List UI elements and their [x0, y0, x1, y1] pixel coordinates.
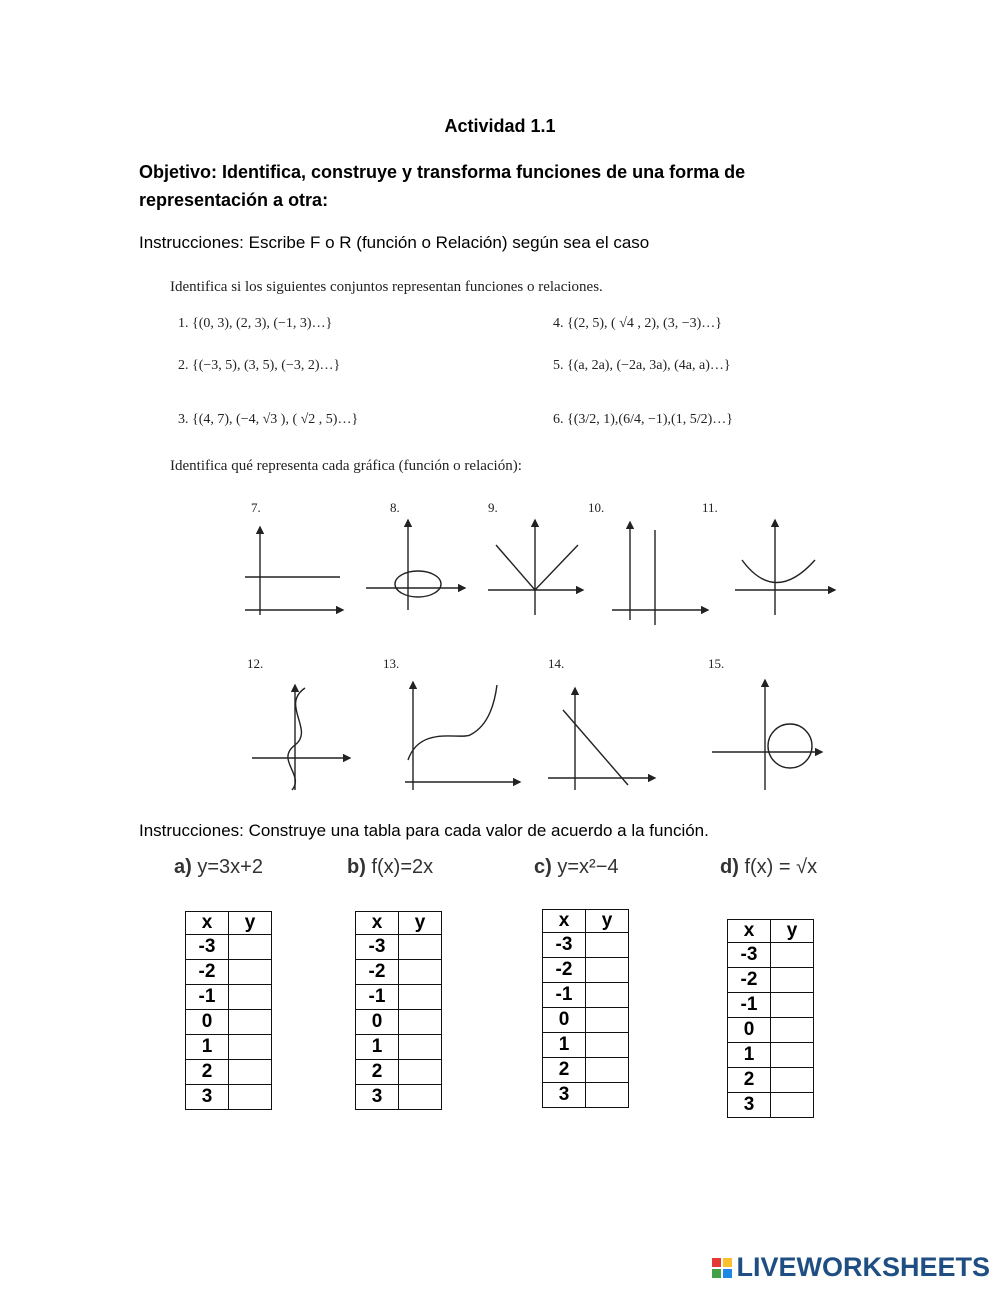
table-d — [727, 919, 814, 1118]
set-item-5: 5. {(a, 2a), (−2a, 3a), (4a, a)…} — [553, 358, 731, 373]
y-input-cell[interactable] — [229, 1035, 272, 1060]
function-c-expr: y=x²−4 — [557, 856, 619, 878]
y-input-cell[interactable] — [229, 985, 272, 1010]
y-input-cell[interactable] — [586, 1033, 629, 1058]
x-cell: -3 — [728, 943, 771, 968]
graph-15 — [712, 680, 822, 790]
x-cell: -2 — [186, 960, 229, 985]
x-cell: 1 — [186, 1035, 229, 1060]
graph-label-8: 8. — [390, 500, 400, 515]
header-y: y — [399, 912, 442, 935]
y-input-cell[interactable] — [229, 1085, 272, 1110]
y-input-cell[interactable] — [399, 935, 442, 960]
graphs-heading: Identifica qué representa cada gráfica (función o relación): — [170, 458, 522, 474]
table-row — [728, 993, 814, 1018]
function-d-expr: f(x) = √x — [744, 856, 818, 878]
set-item-4: 4. {(2, 5), ( √4 , 2), (3, −3)…} — [553, 316, 722, 331]
table-row — [543, 983, 629, 1008]
graph-7 — [245, 527, 343, 615]
set-item-6: 6. {(3/2, 1),(6/4, −1),(1, 5/2)…} — [553, 412, 733, 427]
y-input-cell[interactable] — [771, 1068, 814, 1093]
function-b — [347, 856, 433, 879]
table-row — [543, 933, 629, 958]
y-input-cell[interactable] — [229, 1010, 272, 1035]
table-row — [356, 935, 442, 960]
y-input-cell[interactable] — [771, 943, 814, 968]
graph-label-13: 13. — [383, 656, 400, 671]
graph-label-15: 15. — [708, 656, 725, 671]
x-cell: -1 — [356, 985, 399, 1010]
set-item-2: 2. {(−3, 5), (3, 5), (−3, 2)…} — [178, 358, 341, 373]
x-cell: -1 — [728, 993, 771, 1018]
y-input-cell[interactable] — [586, 1008, 629, 1033]
graph-label-14: 14. — [548, 656, 565, 671]
function-a — [174, 856, 263, 879]
x-cell: -2 — [728, 968, 771, 993]
header-x: x — [543, 910, 586, 933]
graph-label-12: 12. — [247, 656, 264, 671]
graph-8 — [366, 520, 465, 610]
function-b-letter: b) — [347, 856, 366, 878]
y-input-cell[interactable] — [586, 1083, 629, 1108]
table-row — [543, 1083, 629, 1108]
function-c-letter: c) — [534, 856, 552, 878]
instructions-2: Instrucciones: Construye una tabla para cada valor de acuerdo a la función. — [139, 821, 709, 840]
y-input-cell[interactable] — [586, 1058, 629, 1083]
y-input-cell[interactable] — [399, 1010, 442, 1035]
page-title: Actividad 1.1 — [444, 116, 556, 136]
table-row — [728, 1018, 814, 1043]
logo-blocks-icon — [712, 1258, 732, 1278]
function-a-letter: a) — [174, 856, 192, 878]
table-row — [356, 1085, 442, 1110]
graph-9 — [488, 520, 583, 615]
x-cell: 3 — [186, 1085, 229, 1110]
y-input-cell[interactable] — [399, 1085, 442, 1110]
table-row — [728, 1068, 814, 1093]
table-row — [186, 960, 272, 985]
header-y: y — [586, 910, 629, 933]
table-row — [728, 968, 814, 993]
graph-14 — [548, 688, 655, 790]
x-cell: -2 — [543, 958, 586, 983]
x-cell: 0 — [356, 1010, 399, 1035]
table-row — [543, 1058, 629, 1083]
graph-11 — [735, 520, 835, 615]
table-row — [356, 1060, 442, 1085]
y-input-cell[interactable] — [586, 933, 629, 958]
table-row — [186, 985, 272, 1010]
y-input-cell[interactable] — [229, 935, 272, 960]
y-input-cell[interactable] — [229, 960, 272, 985]
x-cell: 2 — [728, 1068, 771, 1093]
table-row — [356, 1010, 442, 1035]
table-row — [186, 1035, 272, 1060]
x-cell: 2 — [186, 1060, 229, 1085]
y-input-cell[interactable] — [771, 1093, 814, 1118]
graph-label-9: 9. — [488, 500, 498, 515]
table-row — [356, 960, 442, 985]
header-x: x — [186, 912, 229, 935]
x-cell: 1 — [543, 1033, 586, 1058]
graph-label-7: 7. — [251, 500, 261, 515]
table-row — [186, 1060, 272, 1085]
set-item-1: 1. {(0, 3), (2, 3), (−1, 3)…} — [178, 316, 333, 331]
objective-text: Objetivo: Identifica, construye y transforma funciones de una forma de representación a otra: — [139, 162, 746, 210]
table-row — [728, 943, 814, 968]
x-cell: 1 — [728, 1043, 771, 1068]
table-a — [185, 911, 272, 1110]
x-cell: -3 — [543, 933, 586, 958]
header-y: y — [229, 912, 272, 935]
y-input-cell[interactable] — [771, 1018, 814, 1043]
x-cell: -3 — [186, 935, 229, 960]
graph-label-10: 10. — [588, 500, 605, 515]
x-cell: 1 — [356, 1035, 399, 1060]
function-a-expr: y=3x+2 — [197, 856, 263, 878]
x-cell: -1 — [543, 983, 586, 1008]
x-cell: 3 — [728, 1093, 771, 1118]
y-input-cell[interactable] — [229, 1060, 272, 1085]
function-c — [534, 856, 619, 879]
table-row — [543, 1033, 629, 1058]
x-cell: 0 — [543, 1008, 586, 1033]
table-row — [543, 958, 629, 983]
x-cell: -2 — [356, 960, 399, 985]
function-d-letter: d) — [720, 856, 739, 878]
y-input-cell[interactable] — [399, 960, 442, 985]
graph-label-11: 11. — [702, 500, 718, 515]
table-row — [186, 935, 272, 960]
y-input-cell[interactable] — [399, 985, 442, 1010]
table-row — [356, 985, 442, 1010]
function-b-expr: f(x)=2x — [371, 856, 434, 878]
y-input-cell[interactable] — [586, 958, 629, 983]
table-row — [356, 1035, 442, 1060]
graph-13 — [405, 682, 520, 790]
x-cell: 2 — [356, 1060, 399, 1085]
header-x: x — [728, 920, 771, 943]
sets-heading: Identifica si los siguientes conjuntos representan funciones o relaciones. — [170, 279, 603, 295]
logo-text: LIVEWORKSHEETS — [736, 1252, 990, 1282]
table-b — [355, 911, 442, 1110]
graph-12 — [252, 685, 350, 790]
y-input-cell[interactable] — [771, 968, 814, 993]
table-row — [728, 1043, 814, 1068]
x-cell: 3 — [543, 1083, 586, 1108]
y-input-cell[interactable] — [399, 1060, 442, 1085]
liveworksheets-logo[interactable] — [712, 1252, 990, 1283]
table-row — [186, 1085, 272, 1110]
x-cell: 3 — [356, 1085, 399, 1110]
function-d — [720, 856, 817, 879]
table-row — [543, 1008, 629, 1033]
x-cell: 0 — [728, 1018, 771, 1043]
table-row — [728, 1093, 814, 1118]
table-row — [186, 1010, 272, 1035]
x-cell: -1 — [186, 985, 229, 1010]
y-input-cell[interactable] — [399, 1035, 442, 1060]
graph-10 — [612, 522, 708, 625]
header-x: x — [356, 912, 399, 935]
table-c — [542, 909, 629, 1108]
set-item-3: 3. {(4, 7), (−4, √3 ), ( √2 , 5)…} — [178, 412, 359, 427]
x-cell: -3 — [356, 935, 399, 960]
header-y: y — [771, 920, 814, 943]
x-cell: 2 — [543, 1058, 586, 1083]
x-cell: 0 — [186, 1010, 229, 1035]
y-input-cell[interactable] — [586, 983, 629, 1008]
y-input-cell[interactable] — [771, 1043, 814, 1068]
instructions-1: Instrucciones: Escribe F o R (función o Relación) según sea el caso — [139, 233, 650, 252]
y-input-cell[interactable] — [771, 993, 814, 1018]
